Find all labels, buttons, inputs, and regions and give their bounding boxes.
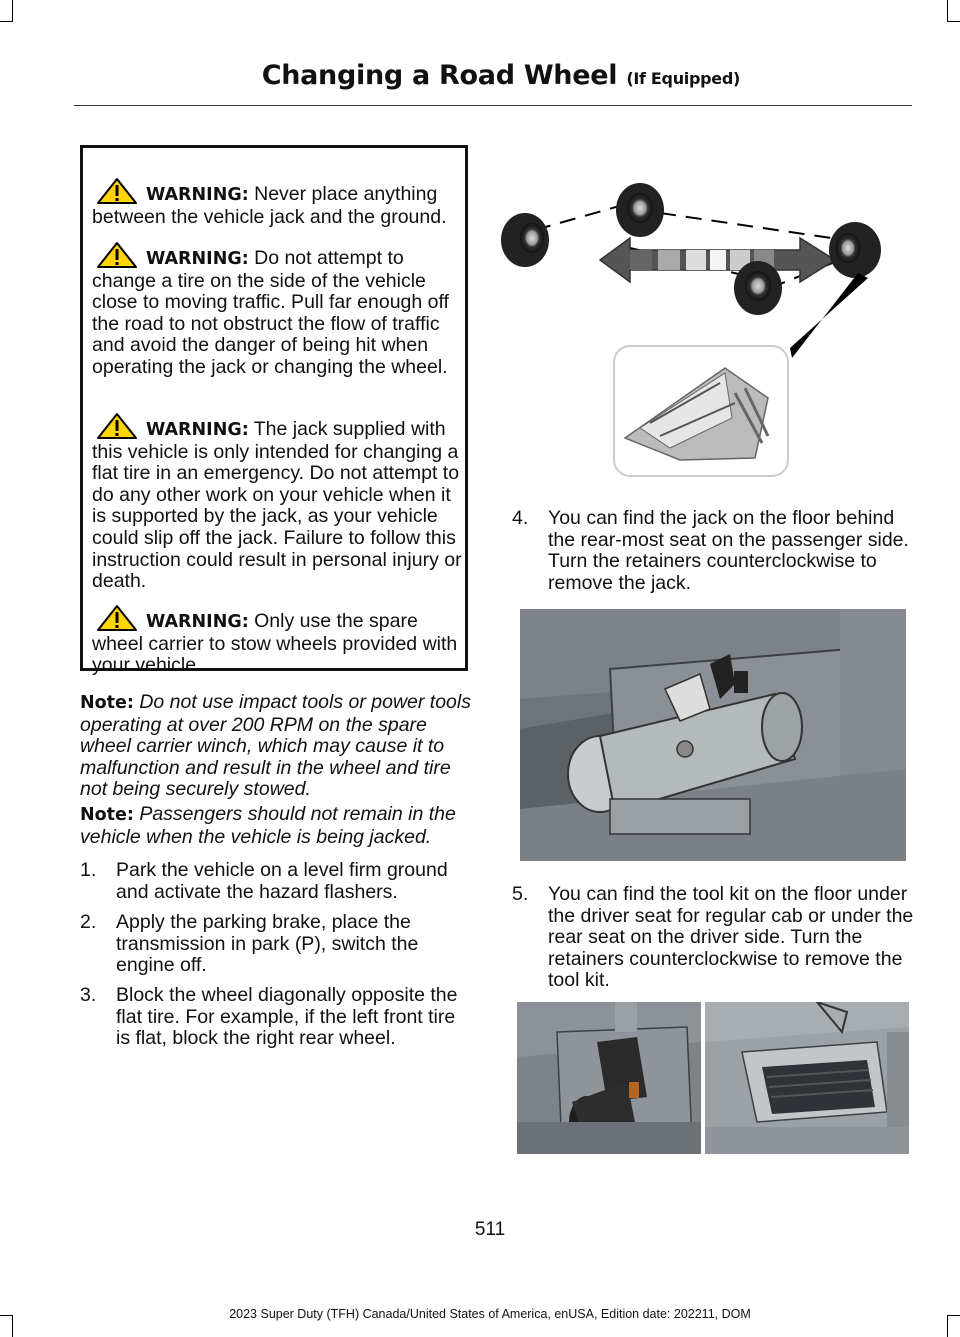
step-number: 1. bbox=[80, 859, 97, 881]
jack-location-illustration bbox=[520, 609, 906, 861]
note-text: Do not use impact tools or power tools operating at over 200 RPM on the spare wheel carrier winch, which may cause it to malfunction and result in the wheel and tire not being securely stowed. bbox=[80, 691, 471, 801]
step-4 bbox=[512, 508, 912, 596]
note-1 bbox=[80, 692, 478, 801]
warning-text: Never place anything between the vehicle jack and the ground. bbox=[92, 183, 447, 228]
note-label: Note: bbox=[80, 805, 134, 825]
warning-label: WARNING: bbox=[146, 185, 249, 205]
step-5 bbox=[512, 884, 912, 994]
warning-triangle-icon bbox=[96, 605, 138, 631]
step-text: Apply the parking brake, place the transmission in park (P), switch the engine off. bbox=[116, 911, 419, 977]
page-title bbox=[262, 60, 740, 91]
warning-4 bbox=[92, 605, 468, 677]
page-footer: 2023 Super Duty (TFH) Canada/United States of America, enUSA, Edition date: 202211, DOM bbox=[229, 1307, 751, 1321]
warning-label: WARNING: bbox=[146, 420, 249, 440]
warning-text: The jack supplied with this vehicle is only intended for changing a flat tire in an emergency. Do not attempt to do any other work on your vehicle when it is supported by the jack, as your vehicle could slip off the jack. Failure to follow this instruction could result in personal injury or death. bbox=[92, 418, 462, 593]
warning-triangle-icon bbox=[96, 242, 138, 268]
header-rule bbox=[74, 105, 912, 106]
warning-text: Do not attempt to change a tire on the side of the vehicle close to moving traffic. Pull far enough off the road to not obstruct the flow of traffic and avoid the danger of being hit when operating the jack or changing the wheel. bbox=[92, 247, 449, 378]
wheel-diagonal-diagram bbox=[500, 178, 912, 488]
note-2 bbox=[80, 804, 478, 848]
warning-label: WARNING: bbox=[146, 612, 249, 632]
step-number: 4. bbox=[512, 507, 529, 529]
step-2 bbox=[80, 912, 478, 978]
step-text: You can find the tool kit on the floor under the driver seat for regular cab or under the rear seat on the driver side. Turn the retainers counterclockwise to remove the tool kit. bbox=[548, 883, 914, 992]
step-number: 5. bbox=[512, 883, 529, 905]
step-text: You can find the jack on the floor behind the rear-most seat on the passenger side. Turn the retainers counterclockwise to remove the jack. bbox=[548, 507, 909, 594]
crop-mark bbox=[12, 0, 13, 22]
title-suffix: (If Equipped) bbox=[626, 69, 740, 88]
page-number: 511 bbox=[474, 1219, 506, 1240]
note-label: Note: bbox=[80, 693, 134, 713]
step-text: Block the wheel diagonally opposite the flat tire. For example, if the left front tire is flat, block the right rear wheel. bbox=[116, 984, 458, 1050]
step-3 bbox=[80, 985, 478, 1073]
note-text: Passengers should not remain in the vehicle when the vehicle is being jacked. bbox=[80, 803, 456, 848]
crop-mark bbox=[947, 0, 948, 22]
crop-mark bbox=[947, 21, 960, 22]
warning-3 bbox=[92, 413, 468, 593]
warning-text: Only use the spare wheel carrier to stow wheels provided with your vehicle. bbox=[92, 610, 458, 677]
warning-label: WARNING: bbox=[146, 249, 249, 269]
warning-triangle-icon bbox=[96, 178, 138, 204]
tool-kit-illustration bbox=[517, 1002, 909, 1154]
step-number: 2. bbox=[80, 911, 97, 933]
warning-2 bbox=[92, 242, 468, 379]
crop-mark bbox=[0, 21, 13, 22]
warning-1 bbox=[92, 178, 468, 228]
step-1 bbox=[80, 860, 478, 904]
step-text: Park the vehicle on a level firm ground and activate the hazard flashers. bbox=[116, 859, 448, 903]
title-main: Changing a Road Wheel bbox=[261, 60, 618, 91]
step-number: 3. bbox=[80, 984, 97, 1006]
warning-triangle-icon bbox=[96, 413, 138, 439]
